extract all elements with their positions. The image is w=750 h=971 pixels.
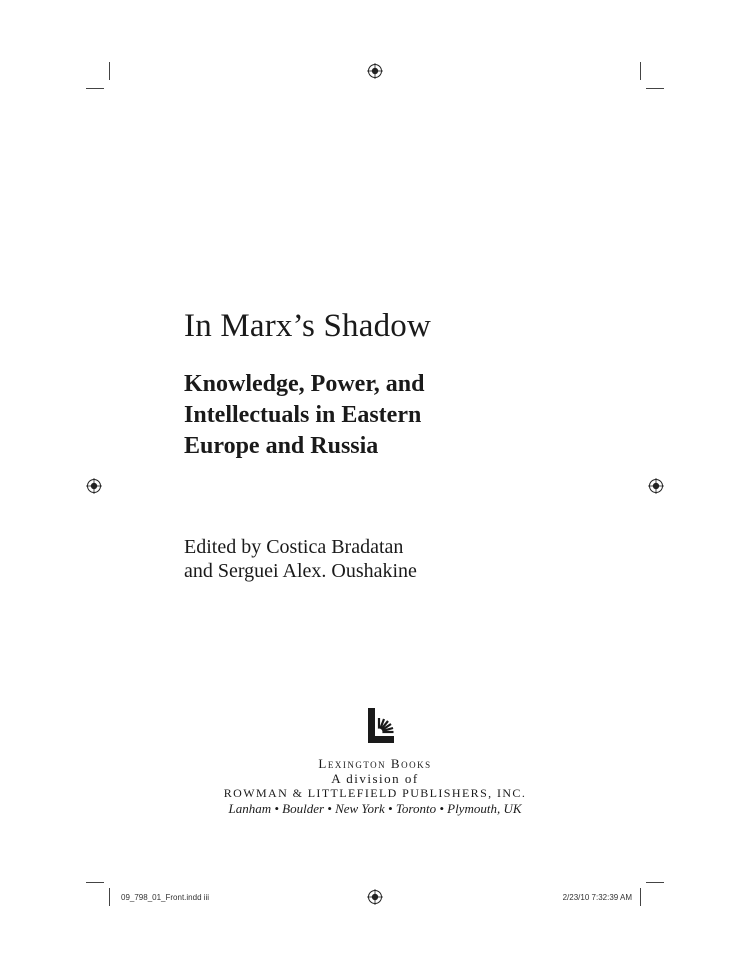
lexington-books-logo-icon [364,706,404,746]
subtitle-line: Knowledge, Power, and [184,371,425,397]
publisher-block [0,756,750,816]
editors-credit [184,535,417,583]
registration-mark-left-icon [86,478,102,494]
crop-mark-top-left-vertical [109,62,110,80]
registration-mark-right-icon [648,478,664,494]
subtitle-line: Europe and Russia [184,433,379,459]
publisher-division: A division of [331,771,419,786]
editor-line: and Serguei Alex. Oushakine [184,560,417,582]
book-subtitle [184,369,424,462]
book-title: In Marx’s Shadow [184,308,432,344]
crop-mark-bottom-left-vertical [109,888,110,906]
subtitle-line: Intellectuals in Eastern [184,402,422,428]
publisher-imprint: Lexington Books [318,756,432,771]
crop-mark-bottom-right-horizontal [646,882,664,883]
crop-mark-top-right-horizontal [646,88,664,89]
crop-mark-top-right-vertical [640,62,641,80]
publisher-house: ROWMAN & LITTLEFIELD PUBLISHERS, INC. [223,786,527,800]
publisher-cities: Lanham • Boulder • New York • Toronto • Plymouth, UK [228,801,522,816]
crop-mark-bottom-left-horizontal [86,882,104,883]
registration-mark-bottom-icon [367,889,383,905]
print-slug-file: 09_798_01_Front.indd iii [121,893,210,902]
crop-mark-bottom-right-vertical [640,888,641,906]
editor-line: Edited by Costica Bradatan [184,536,404,558]
registration-mark-top-icon [367,63,383,79]
print-slug-timestamp: 2/23/10 7:32:39 AM [562,893,632,902]
crop-mark-top-left-horizontal [86,88,104,89]
